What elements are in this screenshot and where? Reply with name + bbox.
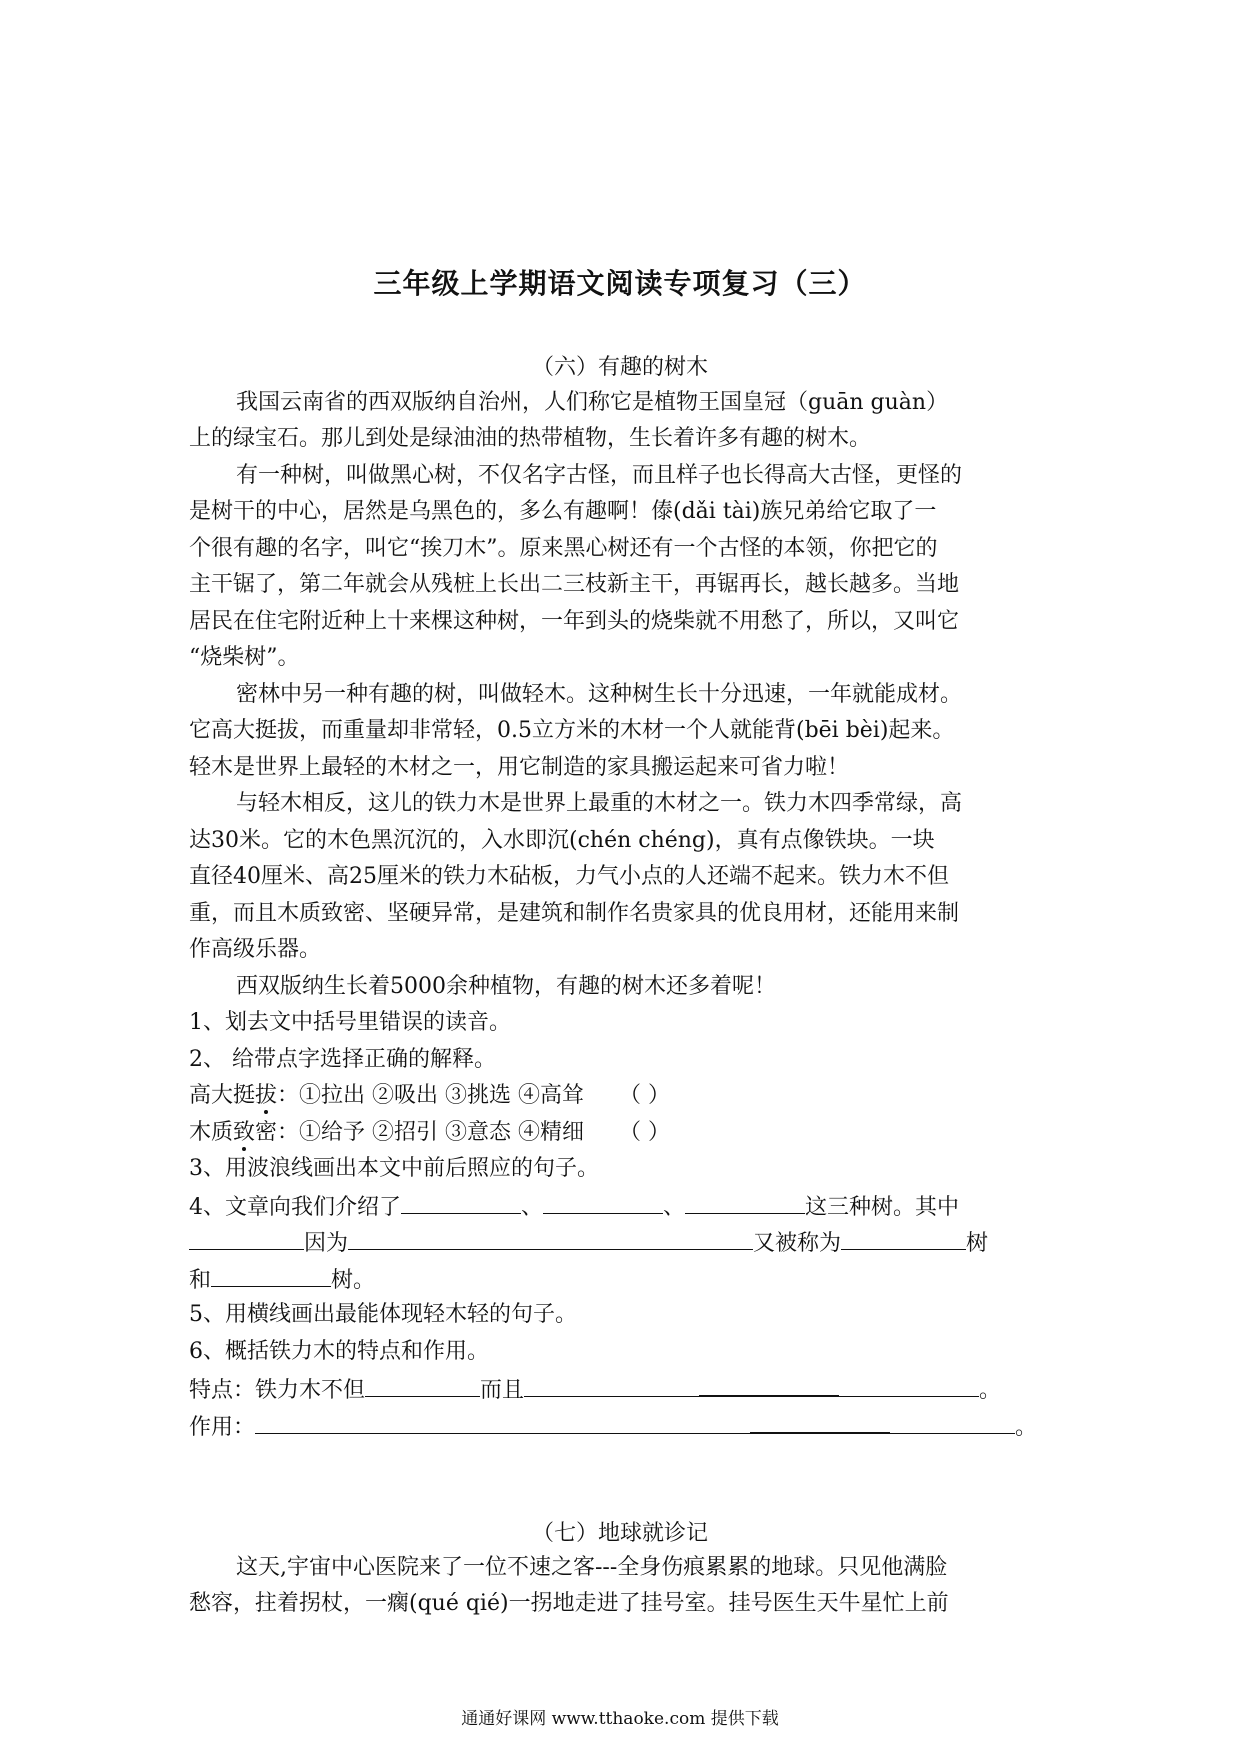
q6-period: 。 <box>979 1378 1002 1403</box>
q4-sep: 、 <box>663 1195 686 1220</box>
passage-line: 达30米。它的木色黑沉沉的，入水即沉(chén chéng)，真有点像铁块。一块 <box>189 828 935 853</box>
passage-line: 上的绿宝石。那儿到处是绿油油的热带植物，生长着许多有趣的树木。 <box>189 426 872 451</box>
answer-blank[interactable] <box>890 1411 1015 1434</box>
answer-blank[interactable] <box>543 1191 663 1214</box>
q4-and: 和 <box>189 1268 212 1293</box>
answer-blank[interactable] <box>401 1191 521 1214</box>
q4-because: 因为 <box>304 1231 349 1256</box>
question-5: 5、用横线画出最能体现轻木轻的句子。 <box>189 1302 577 1327</box>
page-title: 三年级上学期语文阅读专项复习（三） <box>373 267 867 300</box>
q6-use-label: 作用： <box>189 1415 256 1440</box>
answer-paren[interactable]: （ ） <box>619 1120 671 1145</box>
passage-line: 个很有趣的名字，叫它“挨刀木”。原来黑心树还有一个古怪的本领，你把它的 <box>189 536 938 561</box>
section-6-heading: （六）有趣的树木 <box>531 355 708 380</box>
answer-blank[interactable] <box>211 1264 331 1287</box>
question-1: 1、划去文中括号里错误的读音。 <box>189 1010 511 1035</box>
passage-line: 西双版纳生长着5000余种植物，有趣的树木还多着呢！ <box>236 974 776 999</box>
passage-line: 有一种树，叫做黑心树，不仅名字古怪，而且样子也长得高大古怪，更怪的 <box>236 463 963 488</box>
passage-line: 是树干的中心，居然是乌黑色的，多么有趣啊！傣(dǎi tài)族兄弟给它取了一 <box>189 499 937 524</box>
question-2-item-b <box>189 1118 670 1148</box>
question-6: 6、概括铁力木的特点和作用。 <box>189 1339 489 1364</box>
q6-period: 。 <box>1015 1415 1038 1440</box>
q4-intro: 4、文章向我们介绍了 <box>189 1195 401 1220</box>
passage-line: “烧柴树”。 <box>189 645 300 670</box>
question-3: 3、用波浪线画出本文中前后照应的句子。 <box>189 1156 599 1181</box>
question-4-line-3 <box>189 1264 375 1296</box>
q2b-word-end: 密 <box>255 1120 278 1145</box>
answer-blank[interactable] <box>365 1374 480 1397</box>
passage-line: 重，而且木质致密、坚硬异常，是建筑和制作名贵家具的优良用材，还能用来制 <box>189 901 960 926</box>
passage-line: 轻木是世界上最轻的木材之一，用它制造的家具搬运起来可省力啦！ <box>189 755 850 780</box>
question-2: 2、 给带点字选择正确的解释。 <box>189 1047 496 1072</box>
question-6-feature <box>189 1373 1001 1406</box>
question-4-line-2 <box>189 1227 988 1259</box>
page-footer: 通通好课网 www.tthaoke.com 提供下载 <box>461 1709 779 1729</box>
answer-blank[interactable] <box>255 1411 750 1434</box>
passage-line: 愁容，拄着拐杖，一瘸(qué qié)一拐地走进了挂号室。挂号医生天牛星忙上前 <box>189 1591 949 1616</box>
passage-line: 密林中另一种有趣的树，叫做轻木。这种树生长十分迅速，一年就能成材。 <box>236 682 963 707</box>
answer-blank[interactable] <box>839 1374 979 1397</box>
passage-line: 它高大挺拔，而重量却非常轻，0.5立方米的木材一个人就能背(bēi bèi)起来。 <box>189 718 955 743</box>
section-7-heading: （七）地球就诊记 <box>531 1521 708 1546</box>
passage-line: 居民在住宅附近种上十来棵这种树，一年到头的烧柴就不用愁了，所以，又叫它 <box>189 609 960 634</box>
q4-tail: 这三种树。其中 <box>805 1195 960 1220</box>
passage-line: 直径40厘米、高25厘米的铁力木砧板，力气小点的人还端不起来。铁力木不但 <box>189 864 949 889</box>
q4-sep: 、 <box>521 1195 544 1220</box>
passage-line: 这天,宇宙中心医院来了一位不速之客---全身伤痕累累的地球。只见他满脸 <box>236 1555 948 1580</box>
question-6-use <box>189 1410 1037 1443</box>
q4-end: 树。 <box>331 1268 376 1293</box>
answer-blank[interactable] <box>348 1227 753 1250</box>
answer-blank[interactable] <box>699 1373 839 1397</box>
q6-feature-label: 特点：铁力木不但 <box>189 1378 366 1403</box>
passage-line: 我国云南省的西双版纳自治州，人们称它是植物王国皇冠（guān guàn） <box>236 390 949 415</box>
passage-line: 主干锯了，第二年就会从残桩上长出二三枝新主干，再锯再长，越长越多。当地 <box>189 572 960 597</box>
q2b-dotted-char: 致 <box>233 1120 256 1145</box>
question-2-item-a <box>189 1081 670 1111</box>
q2b-word-start: 木质 <box>189 1120 234 1145</box>
answer-blank[interactable] <box>685 1191 805 1214</box>
q6-and: 而且 <box>480 1378 525 1403</box>
answer-blank[interactable] <box>189 1227 304 1250</box>
q2a-dotted-char: 拔 <box>255 1083 278 1108</box>
answer-paren[interactable]: （ ） <box>619 1083 671 1108</box>
answer-blank[interactable] <box>750 1410 890 1434</box>
q4-tree: 树 <box>966 1231 989 1256</box>
passage-line: 作高级乐器。 <box>189 937 322 962</box>
q2a-word: 高大挺 <box>189 1083 256 1108</box>
q2a-options: ：①拉出 ②吸出 ③挑选 ④高耸 <box>277 1083 585 1108</box>
q4-also: 又被称为 <box>753 1231 842 1256</box>
passage-line: 与轻木相反，这儿的铁力木是世界上最重的木材之一。铁力木四季常绿，高 <box>236 791 963 816</box>
q2b-options: ：①给予 ②招引 ③意态 ④精细 <box>277 1120 585 1145</box>
question-4-line-1 <box>189 1191 959 1223</box>
answer-blank[interactable] <box>524 1374 699 1397</box>
answer-blank[interactable] <box>841 1227 966 1250</box>
